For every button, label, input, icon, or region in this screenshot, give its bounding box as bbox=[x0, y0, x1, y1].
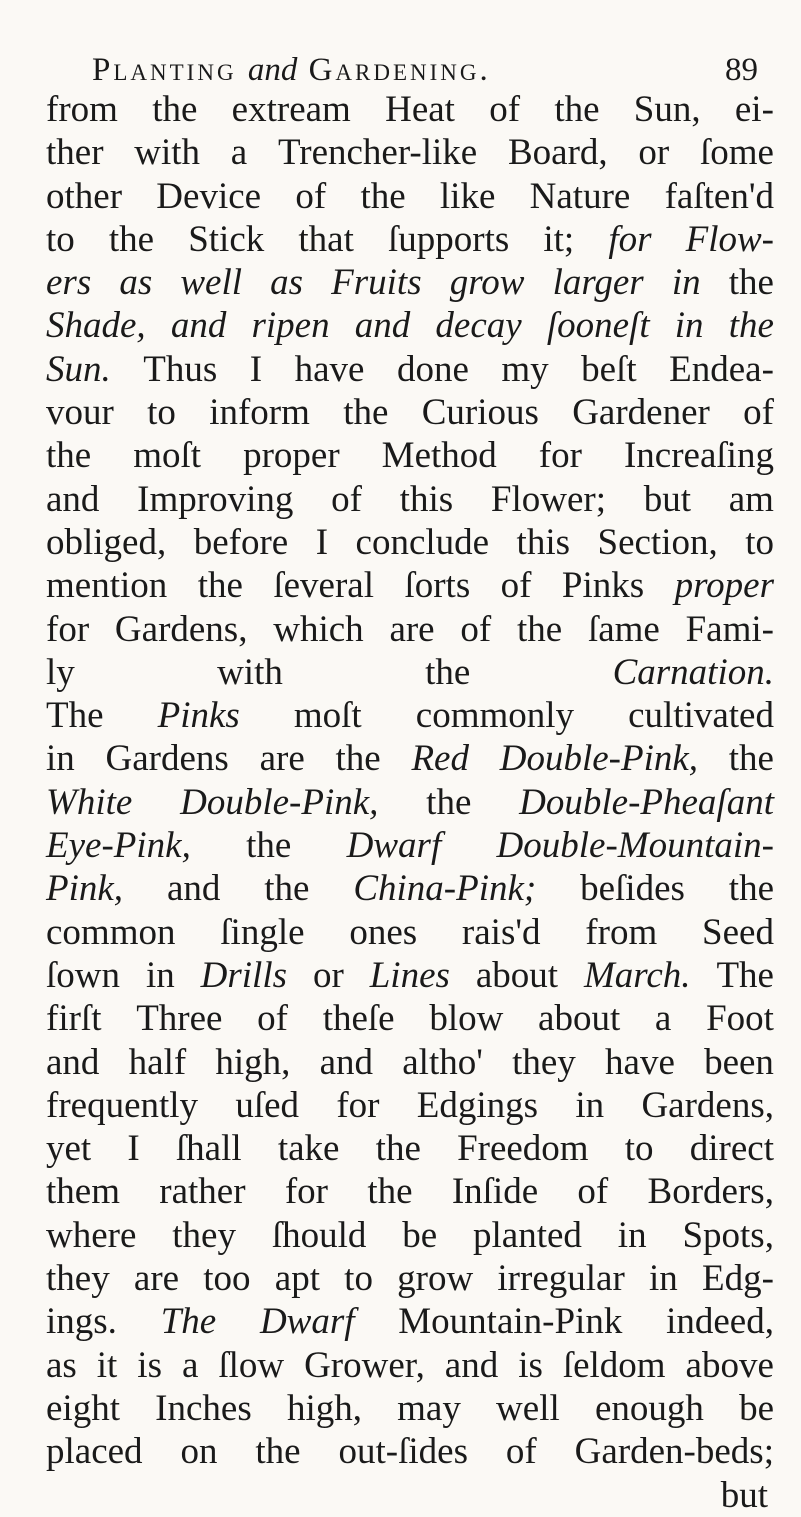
word: ſhould bbox=[271, 1214, 367, 1256]
word: Carnation. bbox=[612, 651, 774, 693]
word: in bbox=[575, 1084, 605, 1126]
word: this bbox=[399, 478, 454, 520]
word: Flower; bbox=[490, 478, 606, 520]
word: Garden-beds; bbox=[574, 1431, 774, 1473]
word: beſides bbox=[580, 868, 685, 910]
word: Eye-Pink, bbox=[46, 825, 191, 867]
word: well bbox=[180, 262, 243, 304]
word: half bbox=[128, 1041, 187, 1083]
text-line bbox=[46, 521, 774, 564]
word: the bbox=[425, 651, 471, 693]
text-line bbox=[46, 694, 774, 737]
text-line bbox=[46, 1084, 774, 1127]
word: Shade, bbox=[46, 305, 146, 347]
word: it; bbox=[543, 218, 575, 260]
word: and bbox=[354, 305, 411, 347]
text-line bbox=[46, 867, 774, 910]
word: ei- bbox=[734, 89, 774, 130]
word: decay bbox=[435, 305, 522, 347]
word: above bbox=[685, 1344, 774, 1386]
word: be bbox=[739, 1387, 774, 1429]
text-line bbox=[46, 1170, 774, 1213]
header-left: Planting bbox=[92, 52, 237, 88]
body-text bbox=[46, 88, 774, 1517]
text-line bbox=[46, 1257, 774, 1300]
word: about bbox=[538, 998, 621, 1040]
word: planted bbox=[473, 1214, 582, 1256]
word: a bbox=[230, 132, 248, 174]
text-line bbox=[46, 478, 774, 521]
word: Double-Pheaſant bbox=[519, 781, 774, 823]
word: in bbox=[671, 262, 701, 304]
word: uſed bbox=[235, 1084, 300, 1126]
word: with bbox=[217, 651, 283, 693]
word: Dwarf bbox=[259, 1301, 355, 1343]
word: done bbox=[396, 348, 469, 390]
word: irregular bbox=[497, 1258, 625, 1300]
word: but bbox=[643, 478, 691, 520]
word: to bbox=[344, 1258, 373, 1300]
word: proper bbox=[243, 435, 340, 477]
word: the bbox=[335, 738, 381, 780]
word: they bbox=[46, 1258, 110, 1300]
word: ripen bbox=[251, 305, 330, 347]
word: of bbox=[743, 392, 774, 434]
word: frequently bbox=[46, 1084, 199, 1126]
word: out-ſides bbox=[338, 1431, 468, 1473]
word: the bbox=[728, 868, 774, 910]
word: the bbox=[246, 825, 292, 867]
word: rather bbox=[159, 1171, 246, 1213]
word: the bbox=[108, 218, 155, 260]
word: Trencher-like bbox=[277, 132, 478, 174]
word: and bbox=[170, 305, 227, 347]
text-line bbox=[46, 304, 774, 347]
word: like bbox=[439, 175, 496, 217]
word: in bbox=[617, 1214, 647, 1256]
word: apt bbox=[274, 1258, 320, 1300]
word: Pink, bbox=[46, 868, 124, 910]
word: for bbox=[336, 1084, 380, 1126]
word: ther bbox=[46, 132, 104, 174]
word: high, bbox=[286, 1387, 362, 1429]
word: too bbox=[203, 1258, 251, 1300]
word: to bbox=[624, 1128, 654, 1170]
word: my bbox=[501, 348, 549, 390]
word: conclude bbox=[355, 521, 490, 563]
word: the bbox=[554, 89, 600, 130]
word: proper bbox=[674, 565, 774, 607]
word: other bbox=[46, 175, 123, 217]
word: to bbox=[745, 521, 774, 563]
word: where bbox=[46, 1214, 137, 1256]
text-line bbox=[46, 824, 774, 867]
word: Red bbox=[411, 738, 469, 780]
word: altho' bbox=[402, 1041, 483, 1083]
text-line bbox=[46, 261, 774, 304]
word: Double-Pink, bbox=[180, 781, 379, 823]
word: are bbox=[133, 1258, 180, 1300]
word: of bbox=[295, 175, 327, 217]
word: ſeldom bbox=[562, 1344, 666, 1386]
header-right: Gardening. bbox=[308, 52, 491, 88]
word: The bbox=[160, 1301, 217, 1343]
word: Heat bbox=[385, 89, 455, 130]
word: the bbox=[255, 1431, 301, 1473]
word: beſt bbox=[581, 348, 637, 390]
word: or bbox=[312, 954, 344, 996]
word: Spots, bbox=[682, 1214, 774, 1256]
word: Seed bbox=[702, 911, 774, 953]
word: ſupports bbox=[387, 218, 510, 260]
word: larger bbox=[552, 262, 644, 304]
word: to bbox=[147, 392, 176, 434]
word: and bbox=[46, 478, 100, 520]
word: a bbox=[181, 1344, 199, 1386]
text-line bbox=[46, 88, 774, 131]
word: and bbox=[444, 1344, 499, 1386]
word: grow bbox=[449, 262, 525, 304]
word: Curious bbox=[421, 392, 539, 434]
word: Drills bbox=[200, 954, 288, 996]
text-line bbox=[46, 1474, 774, 1517]
word: mention bbox=[46, 565, 168, 607]
word: of bbox=[500, 565, 532, 607]
text-line bbox=[46, 1387, 774, 1430]
word: to bbox=[46, 218, 75, 260]
word: ſingle bbox=[220, 911, 305, 953]
word: are bbox=[389, 608, 435, 650]
text-line bbox=[46, 608, 774, 651]
word: may bbox=[397, 1387, 461, 1429]
word: for bbox=[608, 218, 652, 260]
word: have bbox=[294, 348, 365, 390]
word: ones bbox=[349, 911, 418, 953]
word: I bbox=[315, 521, 329, 563]
word: eight bbox=[46, 1387, 120, 1429]
text-line bbox=[46, 391, 774, 434]
word: ſame bbox=[587, 608, 660, 650]
word: the bbox=[728, 738, 774, 780]
word: this bbox=[516, 521, 571, 563]
word: for bbox=[284, 1171, 329, 1213]
word: moſt bbox=[293, 695, 362, 737]
word: have bbox=[605, 1041, 675, 1083]
word: ſorts bbox=[404, 565, 471, 607]
word: Flow- bbox=[685, 218, 774, 260]
word: Section, bbox=[597, 521, 718, 563]
word: indeed, bbox=[666, 1301, 774, 1343]
word: Device bbox=[156, 175, 262, 217]
word: the bbox=[197, 565, 243, 607]
word: cultivated bbox=[628, 695, 774, 737]
word: the bbox=[343, 392, 389, 434]
word: ſooneſt bbox=[546, 305, 650, 347]
word: the bbox=[264, 868, 310, 910]
word: before bbox=[193, 521, 289, 563]
word: Stick bbox=[188, 218, 265, 260]
word: for bbox=[538, 435, 582, 477]
word: blow bbox=[429, 998, 504, 1040]
text-line bbox=[46, 175, 774, 218]
word: in bbox=[648, 1258, 678, 1300]
word: Sun, bbox=[633, 89, 701, 130]
word: Endea- bbox=[669, 348, 774, 390]
text-line bbox=[46, 781, 774, 824]
word: been bbox=[704, 1041, 774, 1083]
word: I bbox=[249, 348, 263, 390]
word: and bbox=[319, 1041, 374, 1083]
word: in bbox=[46, 738, 75, 780]
word: and bbox=[46, 1041, 100, 1083]
word: The bbox=[46, 695, 104, 737]
word: be bbox=[402, 1214, 438, 1256]
word: Pinks bbox=[561, 565, 645, 607]
word: vour bbox=[46, 392, 114, 434]
text-line bbox=[46, 1430, 774, 1473]
text-line bbox=[46, 131, 774, 174]
word: enough bbox=[594, 1387, 704, 1429]
word: Borders, bbox=[647, 1171, 774, 1213]
word: ers bbox=[46, 262, 92, 304]
word: Thus bbox=[143, 348, 218, 390]
word: yet bbox=[46, 1128, 92, 1170]
word: as bbox=[46, 1344, 77, 1386]
word: take bbox=[277, 1128, 340, 1170]
word: am bbox=[728, 478, 774, 520]
text-line bbox=[46, 651, 774, 694]
text-line bbox=[46, 434, 774, 477]
word: Inſide bbox=[451, 1171, 539, 1213]
word: it bbox=[96, 1344, 118, 1386]
word: ſown bbox=[46, 954, 120, 996]
word: the bbox=[360, 175, 406, 217]
text-line bbox=[46, 911, 774, 954]
word: placed bbox=[46, 1431, 143, 1473]
word: theſe bbox=[322, 998, 395, 1040]
word: Method bbox=[381, 435, 497, 477]
word: high, bbox=[215, 1041, 291, 1083]
word: faſten'd bbox=[664, 175, 774, 217]
word: about bbox=[475, 954, 559, 996]
word: White bbox=[46, 781, 133, 823]
word: as bbox=[270, 262, 304, 304]
word: are bbox=[259, 738, 305, 780]
word: with bbox=[134, 132, 201, 174]
word: March. bbox=[583, 954, 691, 996]
word: they bbox=[172, 1214, 236, 1256]
word: of bbox=[331, 478, 362, 520]
word: Edg- bbox=[701, 1258, 774, 1300]
word: Double-Mountain- bbox=[496, 825, 774, 867]
word: Edgings bbox=[416, 1084, 539, 1126]
word: commonly bbox=[415, 695, 575, 737]
text-line bbox=[46, 218, 774, 261]
word: for bbox=[46, 608, 90, 650]
word: China-Pink; bbox=[353, 868, 537, 910]
word: the bbox=[367, 1171, 413, 1213]
word: Grower, bbox=[304, 1344, 425, 1386]
word: them bbox=[46, 1171, 120, 1213]
word: the bbox=[728, 262, 774, 304]
word: Foot bbox=[706, 998, 774, 1040]
text-line bbox=[46, 1214, 774, 1257]
word: on bbox=[180, 1431, 218, 1473]
word: ings. bbox=[46, 1301, 117, 1343]
word: or bbox=[638, 132, 670, 174]
word: inform bbox=[209, 392, 310, 434]
word: firſt bbox=[46, 998, 102, 1040]
word: moſt bbox=[133, 435, 202, 477]
text-line bbox=[46, 1041, 774, 1084]
word: as bbox=[119, 262, 153, 304]
word: The bbox=[716, 954, 774, 996]
word: Fami- bbox=[685, 608, 774, 650]
word: is bbox=[137, 1344, 162, 1386]
word: Pinks bbox=[157, 695, 240, 737]
word: they bbox=[512, 1041, 576, 1083]
word: Three bbox=[136, 998, 223, 1040]
word: the bbox=[728, 305, 774, 347]
word: of bbox=[577, 1171, 609, 1213]
word: Improving bbox=[137, 478, 294, 520]
page-number: 89 bbox=[725, 52, 758, 88]
word: Double-Pink, bbox=[499, 738, 699, 780]
text-line bbox=[46, 348, 774, 391]
word: and bbox=[166, 868, 221, 910]
word: of bbox=[460, 608, 492, 650]
word: of bbox=[257, 998, 288, 1040]
word: ſome bbox=[699, 132, 774, 174]
word: ly bbox=[46, 651, 75, 693]
word: Gardens, bbox=[114, 608, 248, 650]
word: the bbox=[426, 781, 472, 823]
word: Lines bbox=[369, 954, 450, 996]
word: Fruits bbox=[331, 262, 422, 304]
word: is bbox=[518, 1344, 543, 1386]
text-line bbox=[46, 997, 774, 1040]
word: Freedom bbox=[457, 1128, 589, 1170]
word: direct bbox=[689, 1128, 774, 1170]
text-line bbox=[46, 737, 774, 780]
text-line bbox=[46, 1127, 774, 1170]
word: but bbox=[720, 1474, 768, 1516]
word: Gardens bbox=[105, 738, 229, 780]
word: I bbox=[127, 1128, 140, 1170]
word: in bbox=[145, 954, 175, 996]
word: well bbox=[496, 1387, 560, 1429]
word: the bbox=[46, 435, 92, 477]
word: Sun. bbox=[46, 348, 111, 390]
word: extream bbox=[231, 89, 351, 130]
word: from bbox=[585, 911, 658, 953]
text-line bbox=[46, 564, 774, 607]
word: Gardener bbox=[572, 392, 710, 434]
word: common bbox=[46, 911, 176, 953]
text-line bbox=[46, 954, 774, 997]
word: ſhall bbox=[175, 1128, 242, 1170]
word: Increaſing bbox=[623, 435, 774, 477]
word: Mountain-Pink bbox=[398, 1301, 623, 1343]
word: Inches bbox=[155, 1387, 252, 1429]
word: in bbox=[674, 305, 704, 347]
word: Gardens, bbox=[641, 1084, 774, 1126]
word: rais'd bbox=[461, 911, 541, 953]
text-line bbox=[46, 1300, 774, 1343]
word: the bbox=[375, 1128, 421, 1170]
word: which bbox=[273, 608, 364, 650]
header-and: and bbox=[247, 52, 298, 88]
text-line bbox=[46, 1344, 774, 1387]
word: of bbox=[489, 89, 521, 130]
word: Board, bbox=[507, 132, 608, 174]
running-header bbox=[92, 52, 772, 89]
word: obliged, bbox=[46, 521, 167, 563]
word: grow bbox=[397, 1258, 474, 1300]
word: ſlow bbox=[218, 1344, 285, 1386]
word: of bbox=[505, 1431, 537, 1473]
word: Nature bbox=[529, 175, 631, 217]
word: the bbox=[516, 608, 563, 650]
word: Dwarf bbox=[346, 825, 442, 867]
word: a bbox=[654, 998, 672, 1040]
word: ſeveral bbox=[273, 565, 374, 607]
word: from bbox=[46, 89, 118, 130]
word: that bbox=[298, 218, 354, 260]
word: the bbox=[152, 89, 198, 130]
